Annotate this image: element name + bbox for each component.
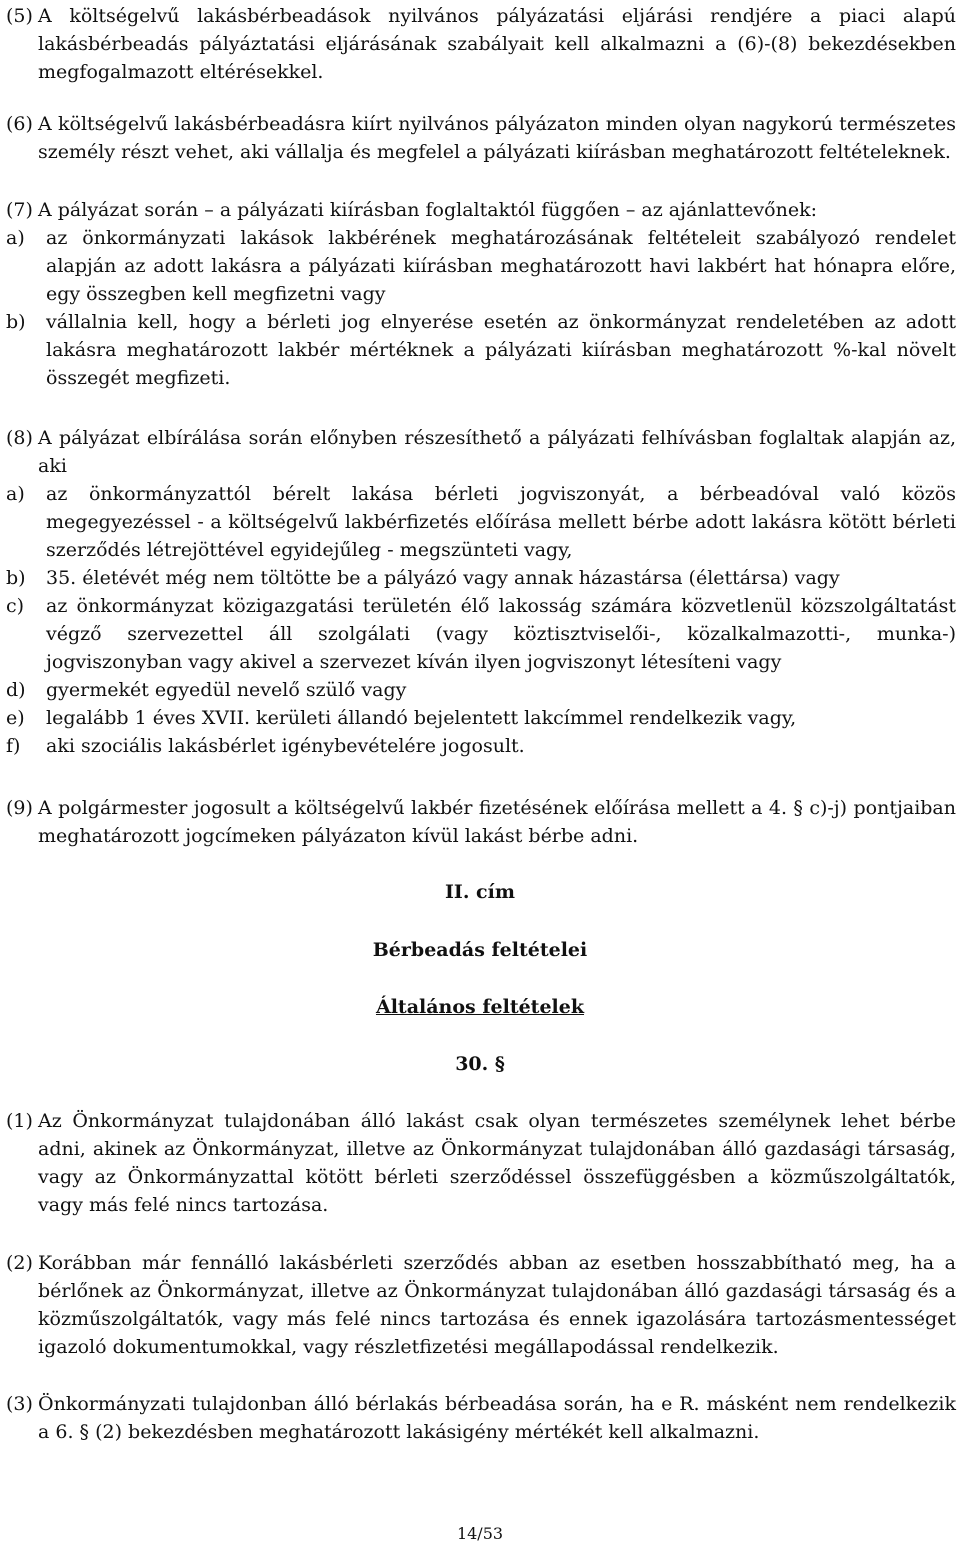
- paragraph-6: [6, 110, 956, 166]
- list-item-text: az önkormányzat közigazgatási területén élő lakosság számára közvetlenül közszolgáltatást végző szervezettel áll szolgálati (vagy köztisztviselői-, közalkalmazotti-, munka-) jogviszonyban vagy akivel a szervezet kíván ilyen jogviszonyt létesíteni vagy: [46, 595, 956, 673]
- list-item-marker: a): [6, 227, 25, 249]
- list-item-marker: a): [6, 483, 25, 505]
- section-30-paragraph-2: [6, 1249, 956, 1361]
- paragraph-text: Korábban már fennálló lakásbérleti szerződés abban az esetben hosszabbítható meg, ha a bérlőnek az Önkormányzat, illetve az Önkormányzat tulajdonában álló gazdasági társaság és a közműszolgáltatók, vagy más felé nincs tartozása és ennek igazolására tartozásmentességet igazoló dokumentumokkal, vagy részletfizetési megállapodással rendelkezik.: [38, 1252, 956, 1358]
- page-number: 14/53: [456, 1524, 504, 1543]
- list-item: [6, 732, 956, 760]
- paragraph-8: [6, 424, 956, 760]
- section-30-paragraph-1: [6, 1107, 956, 1219]
- paragraph-text: A költségelvű lakásbérbeadásra kiírt nyilvános pályázaton minden olyan nagykorú természetes személy részt vehet, aki vállalja és megfelel a pályázati kiírásban meghatározott feltételeknek.: [38, 113, 956, 163]
- paragraph-7: [6, 196, 956, 392]
- list-item-text: 35. életévét még nem töltötte be a pályázó vagy annak házastársa (élettársa) vagy: [46, 567, 840, 589]
- list-item-text: aki szociális lakásbérlet igénybevételére jogosult.: [46, 735, 525, 757]
- list-item-text: az önkormányzattól bérelt lakása bérleti jogviszonyát, a bérbeadóval való közös megegyezéssel - a költségelvű lakbérfizetés előírása mellett bérbe adott lakásra kötött bérleti szerződés létrejöttével egyidejűleg - megszünteti vagy,: [46, 483, 956, 561]
- subtitle-heading: Általános feltételek: [375, 996, 585, 1018]
- list-item-marker: e): [6, 707, 25, 729]
- paragraph-text: Önkormányzati tulajdonban álló bérlakás bérbeadása során, ha e R. másként nem rendelkezik a 6. § (2) bekezdésben meghatározott lakásigény mértékét kell alkalmazni.: [38, 1393, 956, 1443]
- list-item: [6, 224, 956, 308]
- list-item: [6, 480, 956, 564]
- paragraph-text: A pályázat során – a pályázati kiírásban foglaltaktól függően – az ajánlattevőnek:: [38, 199, 818, 221]
- paragraph-number: (1): [6, 1110, 33, 1132]
- section-heading: 30. §: [455, 1053, 505, 1075]
- list-item-marker: b): [6, 311, 26, 333]
- list-item-marker: f): [6, 735, 21, 757]
- list-item: [6, 308, 956, 392]
- paragraph-number: (3): [6, 1393, 33, 1415]
- paragraph-text: Az Önkormányzat tulajdonában álló lakást csak olyan természetes személynek lehet bérbe adni, akinek az Önkormányzat, illetve az Önkormányzat tulajdonában álló gazdasági társaság, vagy az Önkormányzattal kötött bérleti szerződéssel összefüggésben a közműszolgáltatók, vagy más felé nincs tartozása.: [38, 1110, 956, 1216]
- list-item-marker: d): [6, 679, 26, 701]
- paragraph-number: (9): [6, 797, 33, 819]
- paragraph-text: A polgármester jogosult a költségelvű lakbér fizetésének előírása mellett a 4. § c)-j) pontjaiban meghatározott jogcímeken pályázaton kívül lakást bérbe adni.: [38, 797, 956, 847]
- paragraph-text: A pályázat elbírálása során előnyben részesíthető a pályázati felhívásban foglaltak alapján az, aki: [38, 427, 956, 477]
- list-item-text: legalább 1 éves XVII. kerületi állandó bejelentett lakcímmel rendelkezik vagy,: [46, 707, 797, 729]
- paragraph-number: (2): [6, 1252, 33, 1274]
- list-item: [6, 676, 956, 704]
- paragraph-number: (8): [6, 427, 33, 449]
- list-item: [6, 564, 956, 592]
- list-item-text: az önkormányzati lakások lakbérének meghatározásának feltételeit szabályozó rendelet alapján az adott lakásra a pályázati kiírásban meghatározott havi lakbért hat hónapra előre, egy összegben kell megfizetni vagy: [46, 227, 956, 305]
- list-item: [6, 592, 956, 676]
- paragraph-number: (7): [6, 199, 33, 221]
- paragraph-number: (6): [6, 113, 33, 135]
- paragraph-text: A költségelvű lakásbérbeadások nyilvános pályázatási eljárási rendjére a piaci alapú lakásbérbeadás pályáztatási eljárásának szabályait kell alkalmazni a (6)-(8) bekezdésekben megfogalmazott eltérésekkel.: [38, 5, 956, 83]
- list-item: [6, 704, 956, 732]
- paragraph-5: [6, 2, 956, 86]
- paragraph-number: (5): [6, 5, 33, 27]
- section-30-paragraph-3: [6, 1390, 956, 1446]
- list-item-text: gyermekét egyedül nevelő szülő vagy: [46, 679, 407, 701]
- list-item-marker: b): [6, 567, 26, 589]
- title-heading: Bérbeadás feltételei: [372, 939, 588, 961]
- list-item-marker: c): [6, 595, 25, 617]
- paragraph-9: [6, 794, 956, 850]
- chapter-heading: II. cím: [445, 881, 515, 903]
- list-item-text: vállalnia kell, hogy a bérleti jog elnyerése esetén az önkormányzat rendeletében az adott lakásra meghatározott lakbér mértéknek a pályázati kiírásban meghatározott %-kal növelt összegét megfizeti.: [46, 311, 956, 389]
